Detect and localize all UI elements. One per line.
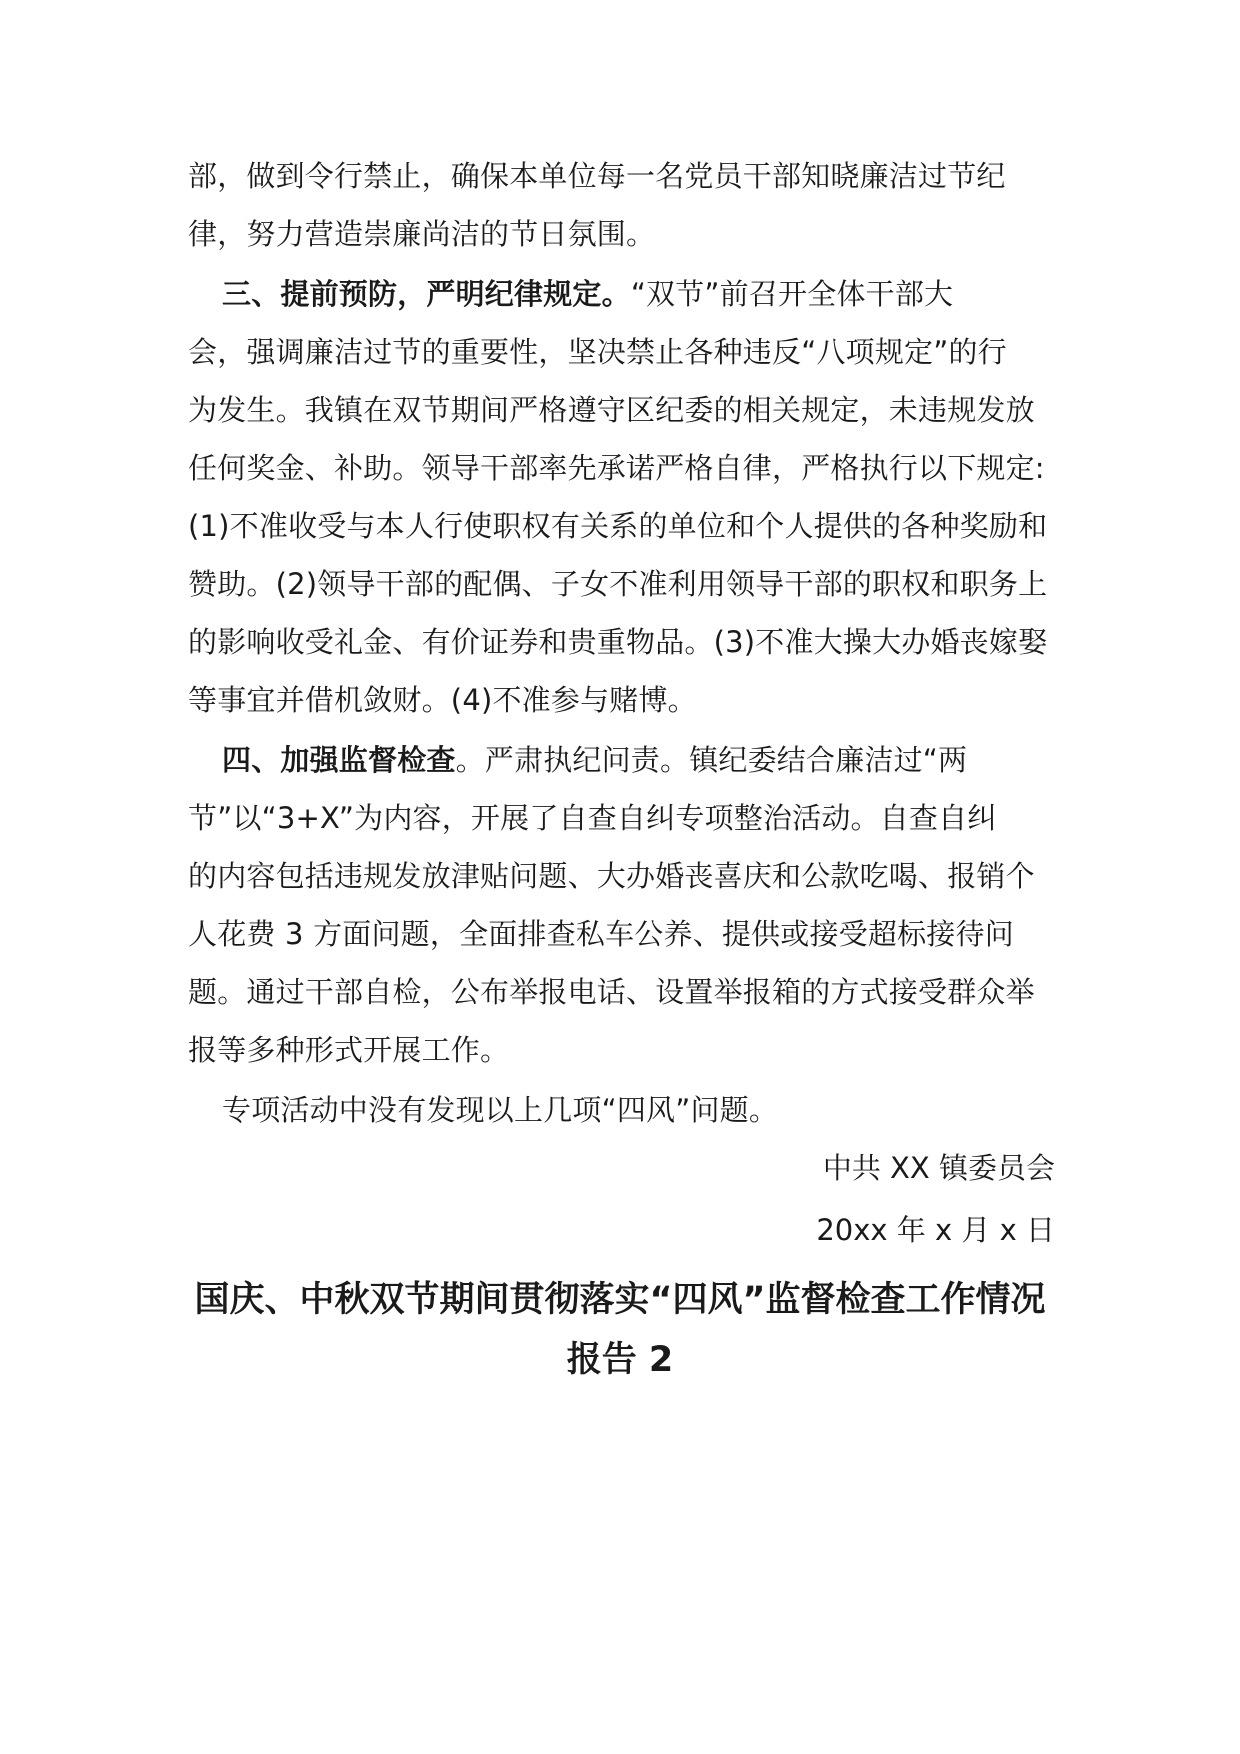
paragraph-line: 部，做到令行禁止，确保本单位每一名党员干部知晓廉洁过节纪 — [188, 159, 1006, 193]
paragraph-line: 会，强调廉洁过节的重要性，坚决禁止各种违反“八项规定”的行 — [188, 335, 1007, 369]
section-3-heading: 三、提前预防，严明纪律规定。 — [222, 277, 631, 311]
paragraph-line: 报等多种形式开展工作。 — [188, 1033, 510, 1067]
paragraph-line: 等事宜并借机敛财。(4)不准参与赌博。 — [188, 683, 697, 717]
paragraph-line: 的影响收受礼金、有价证券和贵重物品。(3)不准大操大办婚丧嫁娶 — [188, 625, 1048, 659]
section-4-first-line-text: 。严肃执纪问责。镇纪委结合廉洁过“两 — [455, 743, 968, 777]
paragraph-line: 题。通过干部自检，公布举报电话、设置举报箱的方式接受群众举 — [188, 975, 1035, 1009]
paragraph-line: 任何奖金、补助。领导干部率先承诺严格自律，严格执行以下规定: — [188, 451, 1045, 485]
paragraph-line: 赞助。(2)领导干部的配偶、子女不准利用领导干部的职权和职务上 — [188, 567, 1048, 601]
conclusion-text: 专项活动中没有发现以上几项“四风”问题。 — [222, 1093, 779, 1127]
signature-organization: 中共 XX 镇委员会 — [822, 1151, 1055, 1185]
signature-date: 20xx 年 x 月 x 日 — [816, 1213, 1055, 1247]
paragraph-line: 的内容包括违规发放津贴问题、大办婚丧喜庆和公款吃喝、报销个 — [188, 859, 1035, 893]
section-4-first-line — [222, 740, 967, 780]
paragraph-line: 人花费 3 方面问题，全面排查私车公养、提供或接受超标接待问 — [188, 917, 1014, 951]
section-4-heading: 四、加强监督检查 — [222, 743, 456, 777]
paragraph-line: 律，努力营造崇廉尚洁的节日氛围。 — [188, 217, 656, 251]
paragraph-line: (1)不准收受与本人行使职权有关系的单位和个人提供的各种奖励和 — [188, 509, 1048, 543]
section-3-first-line-text: “双节”前召开全体干部大 — [630, 277, 954, 311]
section-3-first-line — [222, 274, 953, 314]
report-title-line-2: 报告 2 — [566, 1340, 674, 1380]
paragraph-line: 为发生。我镇在双节期间严格遵守区纪委的相关规定，未违规发放 — [188, 393, 1035, 427]
report-title-line-1: 国庆、中秋双节期间贯彻落实“四风”监督检查工作情况 — [194, 1280, 1046, 1320]
paragraph-line: 节”以“3+X”为内容，开展了自查自纠专项整治活动。自查自纠 — [188, 801, 997, 835]
